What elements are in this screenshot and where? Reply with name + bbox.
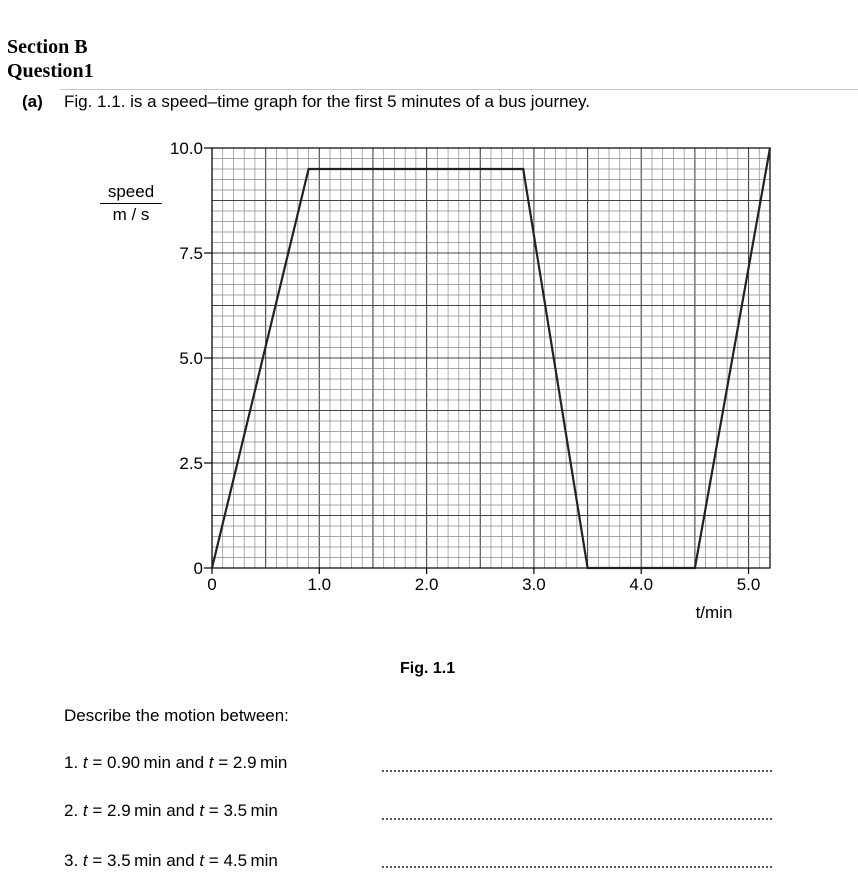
question-line-1: 1. t = 0.90 min and t = 2.9 min — [64, 753, 288, 772]
y-axis-label-quantity: speed — [107, 182, 155, 201]
x-axis-label: t/min — [695, 603, 733, 622]
y-tick-label: 2.5 — [179, 454, 203, 473]
question-line-2: 2. t = 2.9 min and t = 3.5 min — [64, 801, 278, 820]
figure-caption: Fig. 1.1 — [400, 660, 456, 677]
describe-prompt: Describe the motion between: — [64, 706, 289, 725]
x-tick-label: 2.0 — [414, 575, 439, 594]
section-heading: Section B — [7, 36, 88, 58]
y-tick-label: 7.5 — [179, 244, 203, 263]
y-tick-label: 5.0 — [179, 349, 203, 368]
x-tick-label: 1.0 — [307, 575, 332, 594]
part-intro: Fig. 1.1. is a speed–time graph for the first 5 minutes of a bus journey. — [64, 92, 591, 111]
answer-line-1[interactable] — [382, 770, 772, 772]
x-tick-label: 4.0 — [629, 575, 654, 594]
y-axis-label-unit: m / s — [112, 205, 150, 224]
x-tick-label: 0 — [207, 575, 217, 594]
x-axis-ticks — [207, 568, 760, 594]
part-label: (a) — [22, 92, 43, 111]
question-line-3: 3. t = 3.5 min and t = 4.5 min — [64, 851, 278, 870]
x-tick-label: 5.0 — [736, 575, 761, 594]
y-tick-label: 10.0 — [169, 139, 203, 158]
answer-line-3[interactable] — [382, 866, 772, 868]
answer-line-2[interactable] — [382, 818, 772, 820]
y-axis-ticks — [170, 139, 212, 578]
y-tick-label: 0 — [193, 559, 203, 578]
x-tick-label: 3.0 — [522, 575, 546, 594]
graph-grid — [212, 148, 770, 568]
question-heading: Question1 — [7, 60, 94, 82]
